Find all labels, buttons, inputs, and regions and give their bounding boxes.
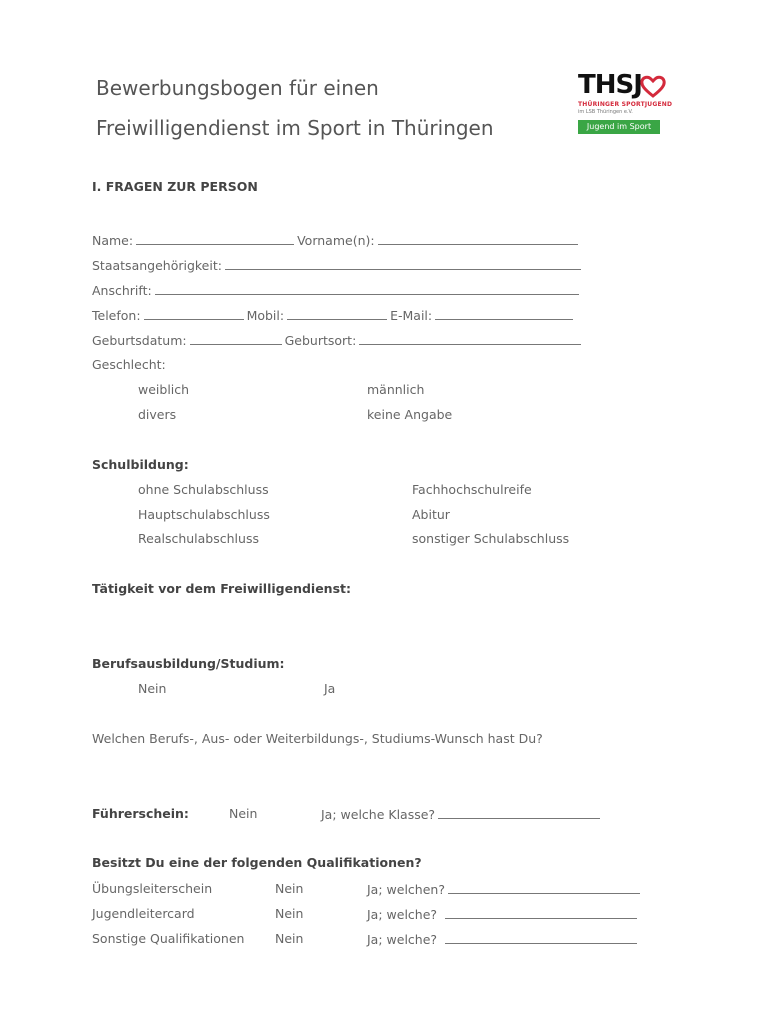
qual-jugendleiter-ja bbox=[367, 906, 640, 922]
email-field[interactable] bbox=[435, 307, 573, 320]
qual-jugendleiter-label: Jugendleitercard bbox=[92, 906, 195, 921]
name-field[interactable] bbox=[136, 232, 294, 245]
qual-sonstige-ja-label[interactable]: Ja; welche? bbox=[367, 932, 438, 947]
qual-sonstige-field[interactable] bbox=[445, 931, 637, 944]
option-weiblich[interactable]: weiblich bbox=[138, 382, 190, 397]
geburtsort-field[interactable] bbox=[359, 332, 581, 345]
option-fachhochschulreife[interactable]: Fachhochschulreife bbox=[412, 482, 532, 497]
option-abitur[interactable]: Abitur bbox=[412, 507, 450, 522]
qual-uebungsleiter-nein[interactable]: Nein bbox=[275, 881, 304, 896]
geschlecht-label: Geschlecht: bbox=[92, 357, 166, 372]
geburtsdatum-label: Geburtsdatum: bbox=[92, 333, 187, 348]
qual-uebungsleiter-ja-label[interactable]: Ja; welchen? bbox=[367, 882, 445, 897]
option-divers[interactable]: divers bbox=[138, 407, 177, 422]
page-title-line2: Freiwilligendienst im Sport in Thüringen bbox=[96, 116, 494, 140]
beruf-wunsch-question: Welchen Berufs-, Aus- oder Weiterbildungs-, Studiums-Wunsch hast Du? bbox=[92, 731, 543, 746]
taetigkeit-heading: Tätigkeit vor dem Freiwilligendienst: bbox=[92, 581, 351, 596]
vorname-field[interactable] bbox=[378, 232, 578, 245]
qual-jugendleiter-ja-label[interactable]: Ja; welche? bbox=[367, 907, 438, 922]
kontakt-row bbox=[92, 307, 576, 323]
geburtsort-label: Geburtsort: bbox=[284, 333, 357, 348]
anschrift-field[interactable] bbox=[155, 282, 579, 295]
telefon-field[interactable] bbox=[144, 307, 244, 320]
fuehrerschein-heading: Führerschein: bbox=[92, 806, 189, 821]
qual-jugendleiter-nein[interactable]: Nein bbox=[275, 906, 304, 921]
qual-jugendleiter-field[interactable] bbox=[445, 906, 637, 919]
fuehrerschein-klasse-field[interactable] bbox=[438, 806, 600, 819]
geburt-row bbox=[92, 332, 584, 348]
fuehrerschein-ja-label[interactable]: Ja; welche Klasse? bbox=[321, 807, 436, 822]
option-hauptschulabschluss[interactable]: Hauptschulabschluss bbox=[138, 507, 270, 522]
fuehrerschein-option-ja bbox=[321, 806, 603, 822]
staat-row bbox=[92, 257, 584, 273]
staat-field[interactable] bbox=[225, 257, 581, 270]
logo-subtitle-small: im LSB Thüringen e.V. bbox=[578, 109, 633, 115]
page-title-line1: Bewerbungsbogen für einen bbox=[96, 76, 379, 100]
qual-sonstige-ja bbox=[367, 931, 640, 947]
schulbildung-heading: Schulbildung: bbox=[92, 457, 189, 472]
section-heading-person: I. FRAGEN ZUR PERSON bbox=[92, 179, 258, 194]
name-label: Name: bbox=[92, 233, 134, 248]
beruf-option-nein[interactable]: Nein bbox=[138, 681, 167, 696]
option-maennlich[interactable]: männlich bbox=[367, 382, 425, 397]
geburtsdatum-field[interactable] bbox=[190, 332, 282, 345]
thsj-logo bbox=[578, 70, 673, 136]
anschrift-label: Anschrift: bbox=[92, 283, 152, 298]
logo-tagline: Jugend im Sport bbox=[578, 120, 660, 134]
anschrift-row bbox=[92, 282, 582, 298]
option-keine-angabe[interactable]: keine Angabe bbox=[367, 407, 453, 422]
beruf-option-ja[interactable]: Ja bbox=[324, 681, 336, 696]
qual-uebungsleiter-ja bbox=[367, 881, 643, 897]
name-row bbox=[92, 232, 581, 248]
qual-uebungsleiter-field[interactable] bbox=[448, 881, 640, 894]
logo-subtitle: THÜRINGER SPORTJUGEND bbox=[578, 101, 673, 108]
heart-icon bbox=[640, 74, 666, 98]
mobil-field[interactable] bbox=[287, 307, 387, 320]
option-realschulabschluss[interactable]: Realschulabschluss bbox=[138, 531, 259, 546]
vorname-label: Vorname(n): bbox=[297, 233, 375, 248]
qualifikationen-heading: Besitzt Du eine der folgenden Qualifikationen? bbox=[92, 855, 422, 870]
email-label: E-Mail: bbox=[390, 308, 433, 323]
beruf-heading: Berufsausbildung/Studium: bbox=[92, 656, 285, 671]
staat-label: Staatsangehörigkeit: bbox=[92, 258, 222, 273]
qual-sonstige-label: Sonstige Qualifikationen bbox=[92, 931, 245, 946]
option-ohne-schulabschluss[interactable]: ohne Schulabschluss bbox=[138, 482, 269, 497]
logo-main-text: THSJ bbox=[578, 70, 642, 100]
telefon-label: Telefon: bbox=[92, 308, 141, 323]
mobil-label: Mobil: bbox=[246, 308, 285, 323]
qual-uebungsleiter-label: Übungsleiterschein bbox=[92, 881, 213, 896]
fuehrerschein-option-nein[interactable]: Nein bbox=[229, 806, 258, 821]
option-sonstiger-schulabschluss[interactable]: sonstiger Schulabschluss bbox=[412, 531, 570, 546]
qual-sonstige-nein[interactable]: Nein bbox=[275, 931, 304, 946]
